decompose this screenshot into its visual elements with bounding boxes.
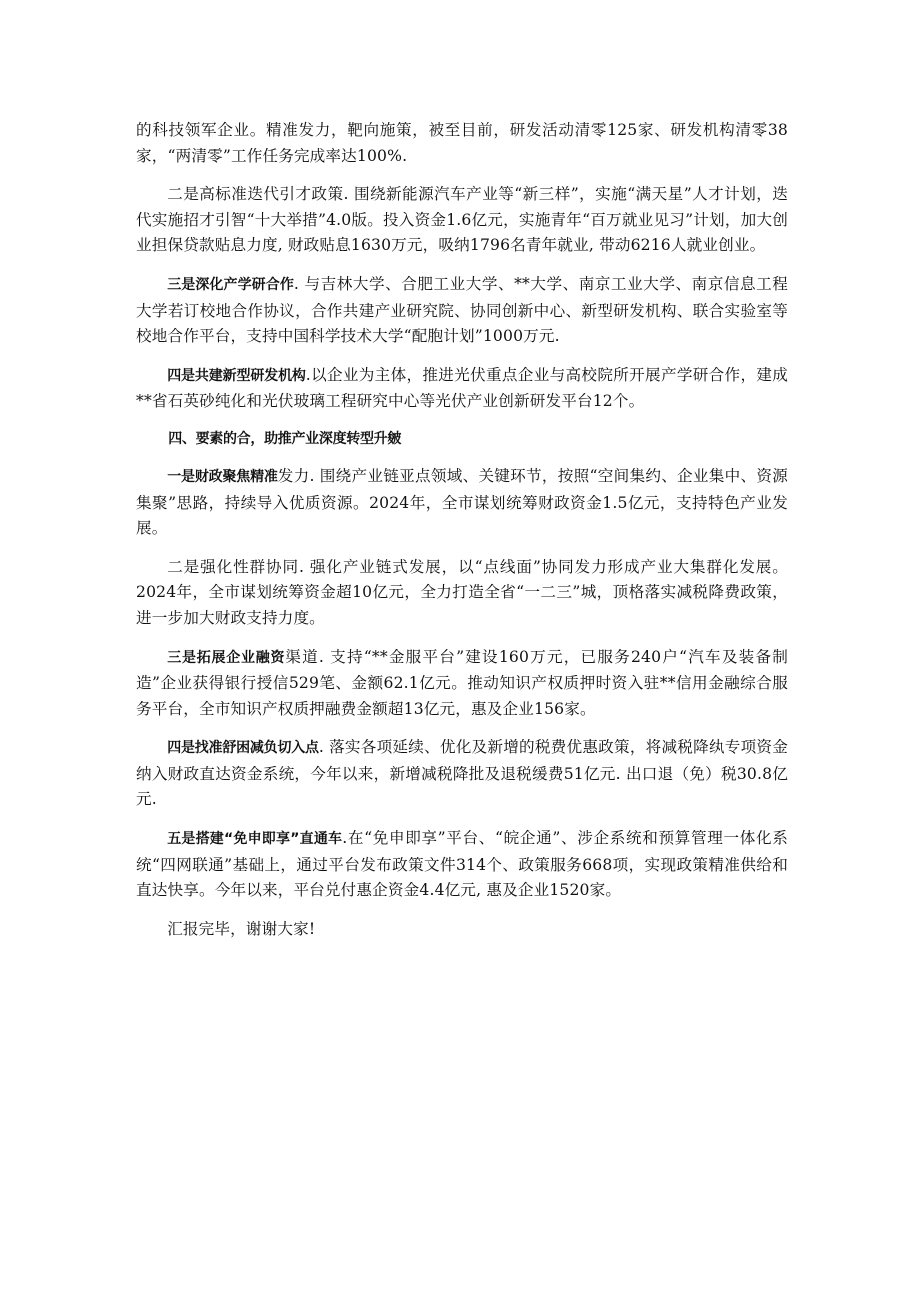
paragraph-continuation (136, 118, 788, 169)
paragraph-lead: 四是找准舒困减负切入点 (167, 740, 319, 757)
paragraph-tax-relief (136, 735, 788, 813)
paragraph-direct-policy (136, 826, 788, 904)
paragraph-financing-channels (136, 645, 788, 723)
closing-remark: 汇报完毕，谢谢大家! (167, 919, 316, 938)
paragraph-text: 二是强化性群协同. 强化产业链式发展，以“点线面”协同发力形成产业大集群化发展。2024年，全市谋划统筹资金超10亿元，全力打造全省“一二三”城，顶格落实减税降费政策，进一步加大财政支持力度。 (136, 557, 788, 627)
paragraph-text: . 与吉林大学、合肥工业大学、**大学、南京工业大学、南京信息工程大学若订校地合作协议，合作共建产业研究院、协同创新中心、新型研发机构、联合实验室等校地合作平台，支持中国科学技术大学“配胞计划”1000万元. (136, 274, 788, 346)
paragraph-text: 的科技领军企业。精准发力，靶向施策，被至目前，研发活动清零125家、研发机构清零38家，“两清零”工作任务完成率达100%. (136, 121, 788, 165)
paragraph-lead: 三是深化产学研合作 (167, 276, 294, 293)
paragraph-text: . 落实各项延续、优化及新增的税费优惠政策，将减税降纨专项资金纳入财政直达资金系统，今年以来，新增减税降批及退税缓费51亿元. 出口退（免）税30.8亿元. (136, 738, 788, 809)
paragraph-lead: 一是财政聚焦精准 (167, 468, 278, 485)
paragraph-cluster-synergy (136, 555, 788, 632)
paragraph-lead: 四是共建新型研发机构 (167, 367, 306, 384)
paragraph-text: .以企业为主体，推进光伏重点企业与高校院所开展产学研合作，建成**省石英砂纯化和光伏玻璃工程研究中心等光伏产业创新研发平台12个。 (136, 365, 789, 411)
paragraph-lead: 五是搭建“免申即享”直通车 (167, 831, 343, 848)
paragraph-lead: 三是拓展企业融资 (167, 649, 286, 666)
document-body (136, 118, 788, 955)
paragraph-text: 发力. 围绕产业链亚点领域、关键环节，按照“空间集约、企业集中、资源集聚”思路，持续导入优质资源。2024年，全市谋划统筹财政资金1.5亿元，支持特色产业发展。 (136, 466, 788, 538)
paragraph-rd-institutions (136, 363, 788, 415)
section-heading: 四、要素的合，助推产业深度转型升皴 (168, 430, 402, 447)
paragraph-text: 二是高标准迭代引才政策. 围绕新能源汽车产业等“新三样”，实施“满天星”人才计划，迭代实施招才引智“十大举措”4.0版。投入资金1.6亿元，实施青年“百万就业见习”计划，加大创业担保贷款贴息力度, 财政贴息1630万元，吸纳1796名青年就业, 带动6216人就业创业。 (136, 185, 788, 255)
paragraph-talent-policy (136, 182, 788, 259)
paragraph-finance-focus (136, 464, 788, 542)
paragraph-text: 渠道. 支持“**金服平台”建设160万元，已服务240户“汽车及装备制造”企业获得银行授信529笔、金额62.1亿元。推动知识产权质押时资入驻**信用金融综合服务平台，全市知识产权质押融费金额超13亿元，惠及企业156家。 (136, 647, 788, 718)
paragraph-text: .在“免申即享”平台、“皖企通”、涉企系统和预算管理一体化系统“四网联通”基础上，通过平台发布政策文件314个、政策服务668项，实现政策精准供给和直达快享。今年以来，平台兑付惠企资金4.4亿元, 惠及企业1520家。 (136, 829, 788, 900)
paragraph-industry-academia (136, 272, 788, 350)
